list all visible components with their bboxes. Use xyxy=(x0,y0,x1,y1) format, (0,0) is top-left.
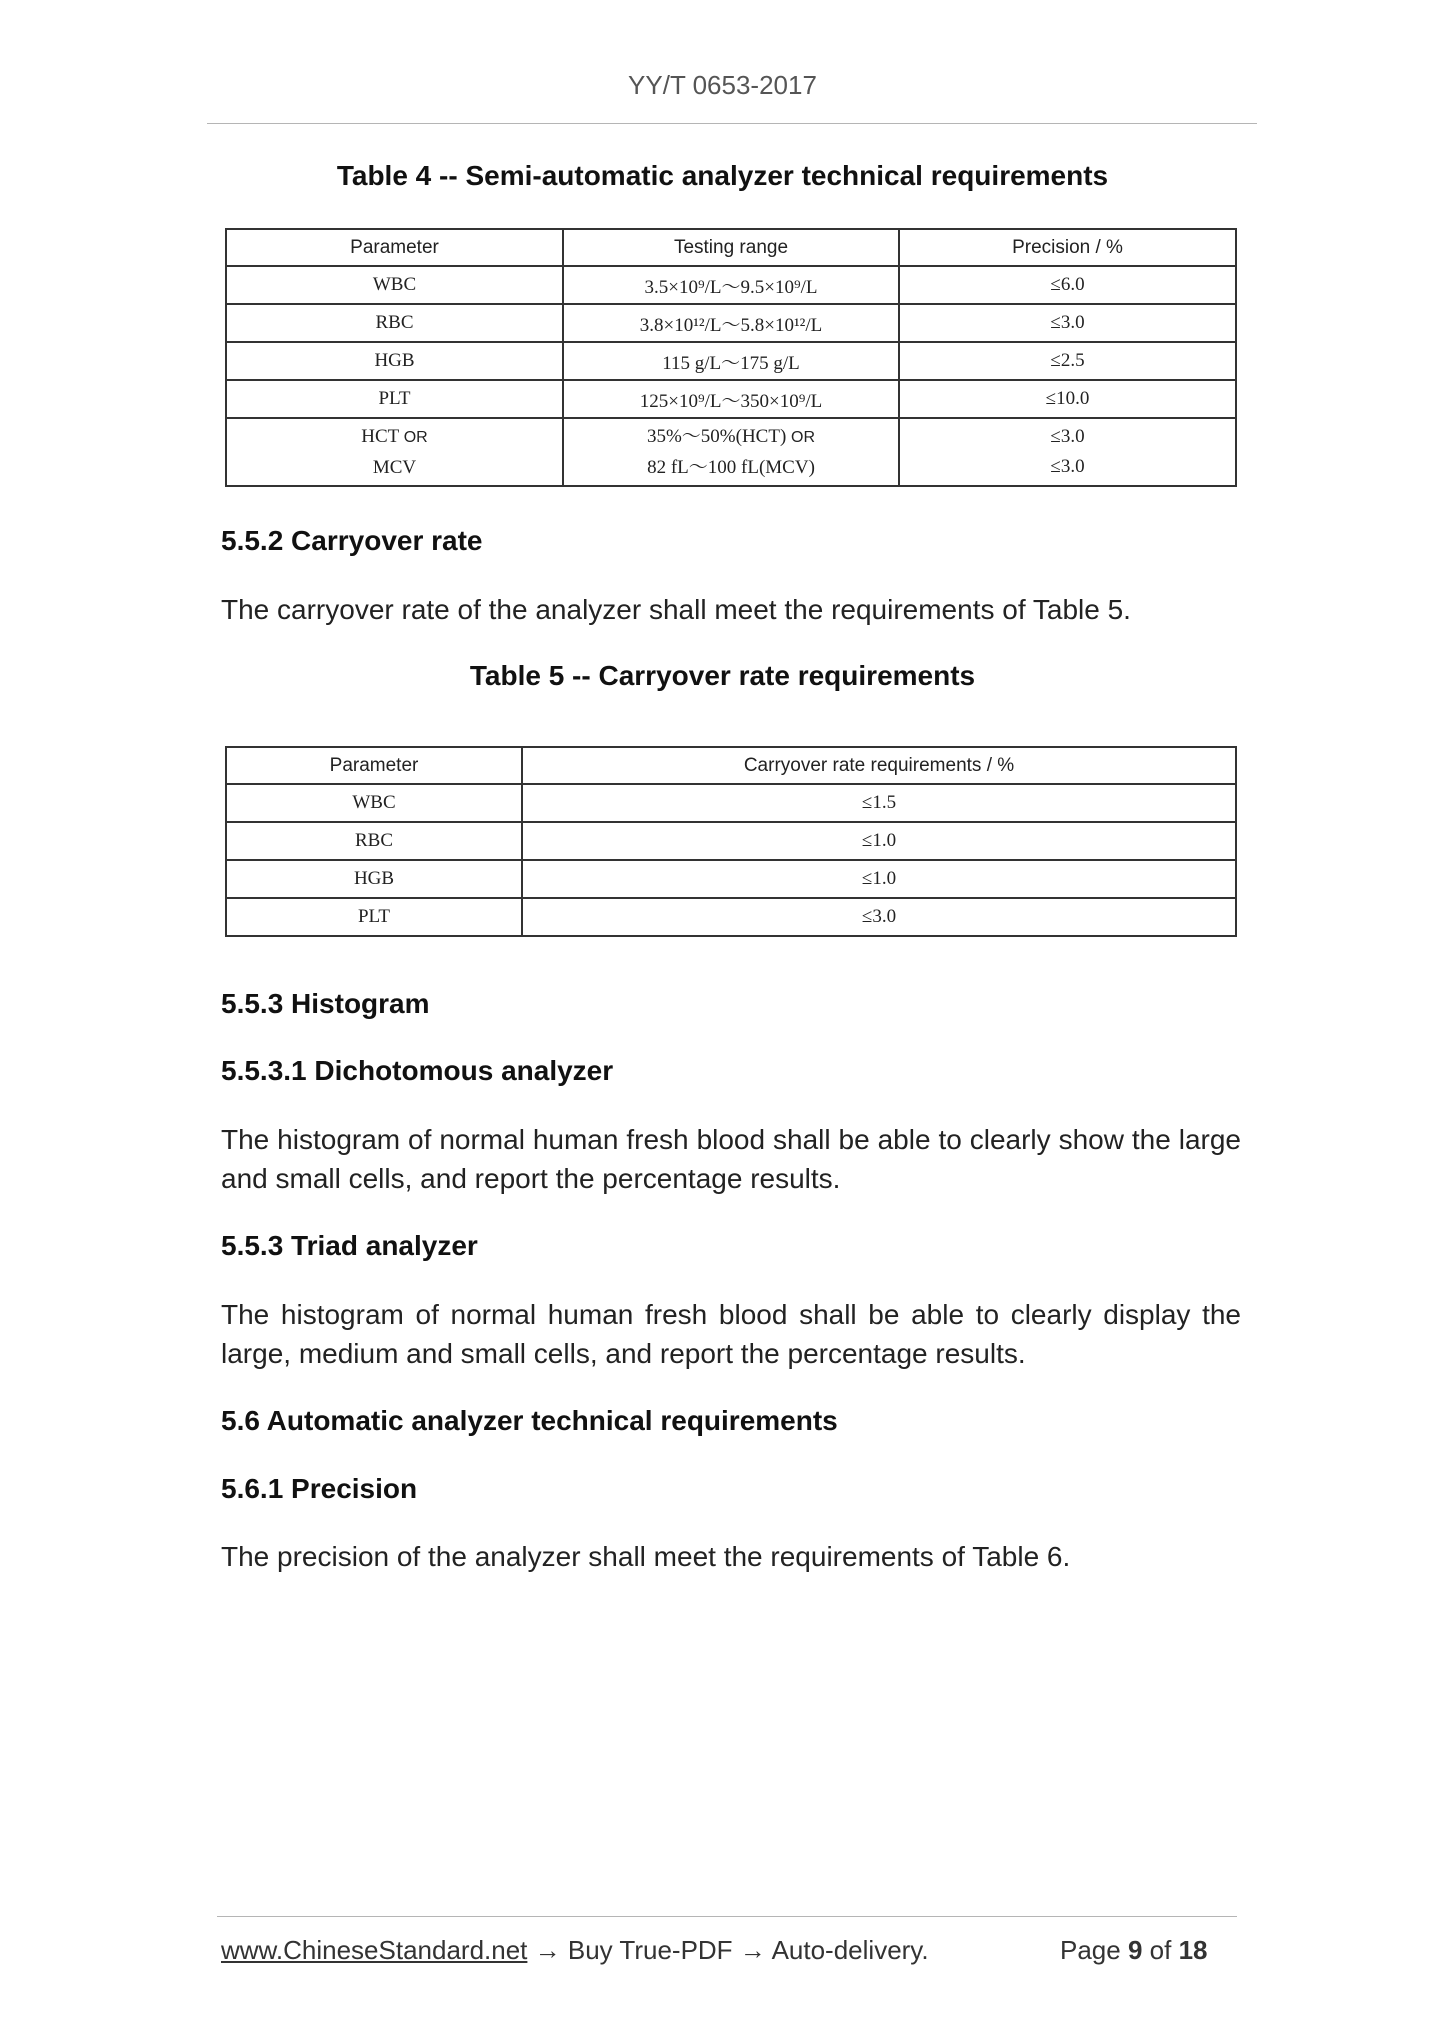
or-label: OR xyxy=(791,428,816,446)
carryover-cell: ≤1.0 xyxy=(522,860,1236,898)
param-mcv: MCV xyxy=(372,456,417,478)
precision-cell xyxy=(899,418,1236,486)
section-heading-5-5-3-1: 5.5.3.1 Dichotomous analyzer xyxy=(221,1055,614,1086)
table4 xyxy=(225,228,1237,487)
section-heading-5-5-2: 5.5.2 Carryover rate xyxy=(221,525,483,556)
param-cell: WBC xyxy=(226,266,563,304)
table5-header-row xyxy=(226,747,1236,784)
footer-tail: → Buy True-PDF → Auto-delivery. xyxy=(527,1935,929,1965)
param-cell: PLT xyxy=(226,380,563,418)
page-label: Page xyxy=(1060,1935,1121,1965)
table5-header-parameter: Parameter xyxy=(226,747,522,784)
precision-cell: ≤10.0 xyxy=(899,380,1236,418)
page-number: 9 xyxy=(1127,1935,1143,1965)
table-row xyxy=(226,860,1236,898)
header-divider xyxy=(207,123,1257,124)
table5-header-carryover: Carryover rate requirements / % xyxy=(522,747,1236,784)
footer-promo xyxy=(221,1935,929,1966)
section-text-5-6-1: The precision of the analyzer shall meet the requirements of Table 6. xyxy=(221,1541,1071,1572)
table-row xyxy=(226,784,1236,822)
section-text-5-5-2: The carryover rate of the analyzer shall meet the requirements of Table 5. xyxy=(221,594,1131,625)
param-hct: HCT xyxy=(361,425,399,447)
range-mcv: 82 fL～100 fL(MCV) xyxy=(647,456,815,478)
range-cell: 125×10⁹/L～350×10⁹/L xyxy=(563,380,899,418)
range-cell: 3.5×10⁹/L～9.5×10⁹/L xyxy=(563,266,899,304)
section-text-triad: The histogram of normal human fresh blood shall be able to clearly display the large, medium and small cells, and report the percentage results. xyxy=(221,1299,1241,1369)
section-heading-5-5-3: 5.5.3 Histogram xyxy=(221,988,430,1019)
table4-header-range: Testing range xyxy=(563,229,899,266)
table-row xyxy=(226,418,1236,486)
table4-header-precision: Precision / % xyxy=(899,229,1236,266)
section-heading-triad: 5.5.3 Triad analyzer xyxy=(221,1230,478,1261)
table5-title: Table 5 -- Carryover rate requirements xyxy=(469,660,976,691)
param-cell: RBC xyxy=(226,822,522,860)
param-cell: HGB xyxy=(226,342,563,380)
param-cell: HGB xyxy=(226,860,522,898)
document-code: YY/T 0653-2017 xyxy=(628,70,817,100)
param-cell: WBC xyxy=(226,784,522,822)
page-indicator xyxy=(1060,1935,1208,1966)
footer-site-link[interactable]: www.ChineseStandard.net xyxy=(221,1935,528,1965)
range-cell xyxy=(563,418,899,486)
table4-title: Table 4 -- Semi-automatic analyzer technical requirements xyxy=(336,160,1109,191)
table-row xyxy=(226,380,1236,418)
param-cell: RBC xyxy=(226,304,563,342)
precision-hct: ≤3.0 xyxy=(1050,426,1085,447)
section-heading-5-6-1: 5.6.1 Precision xyxy=(221,1473,418,1504)
page-total: 18 xyxy=(1178,1935,1208,1965)
section-heading-5-6: 5.6 Automatic analyzer technical requirements xyxy=(221,1405,838,1436)
range-hct: 35%～50%(HCT) xyxy=(646,425,787,447)
table-row xyxy=(226,304,1236,342)
table4-header-parameter: Parameter xyxy=(226,229,563,266)
param-cell: PLT xyxy=(226,898,522,936)
range-cell: 115 g/L～175 g/L xyxy=(563,342,899,380)
footer-divider xyxy=(217,1916,1237,1917)
table-row xyxy=(226,898,1236,936)
precision-mcv: ≤3.0 xyxy=(1050,456,1085,477)
precision-cell: ≤2.5 xyxy=(899,342,1236,380)
table-row xyxy=(226,342,1236,380)
param-cell xyxy=(226,418,563,486)
section-text-5-5-3-1: The histogram of normal human fresh blood shall be able to clearly show the large and small cells, and report the percentage results. xyxy=(221,1124,1241,1194)
table-row xyxy=(226,822,1236,860)
of-label: of xyxy=(1149,1935,1172,1965)
carryover-cell: ≤1.5 xyxy=(522,784,1236,822)
table5 xyxy=(225,746,1237,937)
table-row xyxy=(226,266,1236,304)
range-cell: 3.8×10¹²/L～5.8×10¹²/L xyxy=(563,304,899,342)
precision-cell: ≤3.0 xyxy=(899,304,1236,342)
carryover-cell: ≤1.0 xyxy=(522,822,1236,860)
carryover-cell: ≤3.0 xyxy=(522,898,1236,936)
or-label: OR xyxy=(403,428,428,446)
precision-cell: ≤6.0 xyxy=(899,266,1236,304)
table4-header-row xyxy=(226,229,1236,266)
